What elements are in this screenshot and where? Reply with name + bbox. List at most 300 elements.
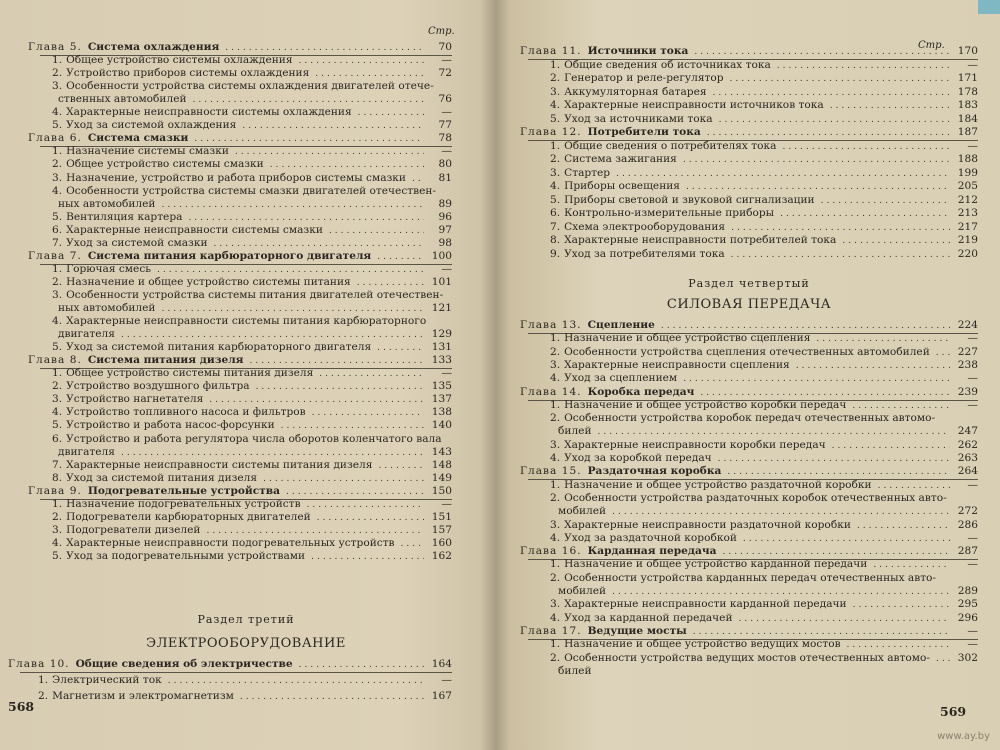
toc-entry-line xyxy=(58,445,452,459)
toc-entry-line xyxy=(58,301,452,315)
entry-page-number: 167 xyxy=(431,690,452,702)
toc-entry-line xyxy=(52,210,452,224)
dot-leader xyxy=(311,552,424,563)
entry-number: 2. xyxy=(52,380,63,393)
chapter-heading xyxy=(28,353,244,367)
entry-number: 2. xyxy=(550,491,561,504)
entry-page-number: 272 xyxy=(957,505,978,518)
chapter-title: Система питания карбюраторного двигателя xyxy=(87,249,372,262)
entry-text xyxy=(550,58,771,72)
entry-page-number: 100 xyxy=(431,249,452,262)
dot-leader xyxy=(240,692,424,703)
entry-continuation: двигателя xyxy=(58,328,115,341)
entry-page-number: 295 xyxy=(957,598,978,611)
entry-title: Устройство и работа регулятора числа оборотов коленчатого вала xyxy=(66,432,442,445)
entry-title: Особенности устройства карданных передач отечественных авто- xyxy=(564,571,937,584)
dot-leader xyxy=(707,128,950,139)
entry-continuation: ных автомобилей xyxy=(58,197,156,210)
entry-text xyxy=(550,531,737,545)
dot-leader xyxy=(821,196,950,207)
chapter-title: Система питания дизеля xyxy=(87,354,244,367)
chapter-label: Глава 9. xyxy=(28,484,82,497)
entry-text xyxy=(550,331,810,345)
toc-chapter-line xyxy=(28,249,452,263)
entry-text xyxy=(38,673,162,687)
entry-title: Характерные неисправности потребителей тока xyxy=(564,234,837,246)
entry-page-number: 264 xyxy=(957,465,978,478)
entry-text xyxy=(52,53,293,67)
entry-number: 4. xyxy=(52,406,63,419)
toc-entry-line xyxy=(550,233,978,247)
entry-continuation: мобилей xyxy=(558,585,607,597)
toc-entry-line xyxy=(52,79,452,93)
entry-number: 6. xyxy=(52,223,63,236)
toc-entry-line xyxy=(52,66,452,80)
entry-title: Уход за системой питания дизеля xyxy=(66,471,258,484)
entry-continuation: ственных автомобилей xyxy=(58,93,187,106)
chapter-label: Глава 15. xyxy=(520,465,582,478)
entry-number: 3. xyxy=(52,80,63,93)
toc-entry-line xyxy=(52,53,452,67)
entry-title: Приборы освещения xyxy=(564,180,680,192)
entry-title: Назначение подогревательных устройств xyxy=(66,497,301,510)
chapter-title: Источники тока xyxy=(587,45,689,57)
entry-page-number: 150 xyxy=(431,484,452,497)
toc-chapter-line xyxy=(520,464,978,478)
toc-entry-line xyxy=(558,504,978,518)
toc-chapter-line xyxy=(28,353,452,367)
entry-number: 4. xyxy=(550,611,561,624)
entry-title: Общее устройство системы охлаждения xyxy=(66,54,293,67)
entry-text xyxy=(550,71,724,85)
chapter-heading xyxy=(520,318,655,332)
entry-text xyxy=(550,518,851,532)
entry-number: 5. xyxy=(52,210,63,223)
entry-page-number: 220 xyxy=(957,247,978,260)
entry-page-number: 262 xyxy=(957,438,978,451)
entry-title: Магнетизм и электромагнетизм xyxy=(52,690,234,702)
entry-number: 2. xyxy=(550,571,561,584)
entry-text xyxy=(550,398,846,412)
chapter-title: Подогревательные устройства xyxy=(87,484,281,497)
entry-number: 6. xyxy=(52,432,63,445)
entry-page-number: 96 xyxy=(438,210,452,223)
entry-page-number: 227 xyxy=(957,345,978,358)
toc-chapter-line xyxy=(520,125,978,139)
entry-page-number: 184 xyxy=(957,112,978,125)
entry-page-number: 205 xyxy=(957,180,978,192)
entry-page-number: 187 xyxy=(957,126,978,138)
entry-title: Электрический ток xyxy=(52,674,162,686)
entry-text xyxy=(550,438,826,452)
entry-text xyxy=(52,210,182,224)
entry-title: Уход за потребителями тока xyxy=(564,247,725,260)
toc-chapter-line xyxy=(28,484,452,498)
entry-text xyxy=(52,275,351,289)
toc-entry-line xyxy=(558,584,978,598)
section-header: Раздел четвертый xyxy=(688,277,810,290)
toc-entry-line xyxy=(550,179,978,193)
entry-title: Назначение и общее устройство карданной передачи xyxy=(564,558,868,571)
entry-title: Особенности устройства системы смазки двигателей отечествен- xyxy=(66,184,436,197)
entry-page-number: 72 xyxy=(438,67,452,80)
entry-title: Устройство приборов системы охлаждения xyxy=(66,67,310,80)
entry-number: 2. xyxy=(52,275,63,288)
entry-title: Система зажигания xyxy=(564,153,677,165)
entry-number: 2. xyxy=(550,153,561,165)
entry-text xyxy=(52,549,305,563)
toc-entry-line xyxy=(52,262,452,276)
chapter-heading xyxy=(520,44,688,58)
entry-number: 2. xyxy=(52,158,63,171)
entry-text xyxy=(550,166,610,180)
entry-page-number: 70 xyxy=(438,41,452,53)
dot-leader xyxy=(694,47,950,58)
chapter-label: Глава 16. xyxy=(520,545,582,558)
entry-page-number: — xyxy=(441,106,452,119)
entry-number: 1. xyxy=(550,478,561,491)
entry-title: Уход за системой смазки xyxy=(66,236,208,249)
entry-page-number: — xyxy=(967,372,978,385)
entry-number: 3. xyxy=(550,166,561,179)
toc-entry-line xyxy=(52,471,452,485)
dot-leader xyxy=(782,142,950,153)
entry-text xyxy=(550,139,776,153)
entry-title: Особенности устройства сцепления отечественных автомобилей xyxy=(564,345,930,358)
entry-number: 2. xyxy=(550,651,561,664)
entry-text xyxy=(550,179,680,193)
toc-entry-line xyxy=(52,288,452,302)
toc-chapter-line xyxy=(520,544,978,558)
toc-entry-line xyxy=(52,523,452,537)
toc-entry-line xyxy=(52,144,452,158)
dot-leader xyxy=(686,182,950,193)
entry-page-number: 162 xyxy=(431,549,452,562)
entry-title: Характерные неисправности источников тока xyxy=(564,99,824,111)
entry-text xyxy=(52,432,442,446)
toc-entry-line xyxy=(52,392,452,406)
entry-title: Назначение и общее устройство коробки передач xyxy=(564,398,847,411)
chapter-title: Общие сведения об электричестве xyxy=(75,658,293,670)
page-number: 568 xyxy=(8,699,35,714)
entry-page-number: — xyxy=(967,139,978,152)
entry-page-number: 135 xyxy=(431,380,452,393)
toc-entry-line xyxy=(52,549,452,563)
entry-number: 1. xyxy=(550,398,561,411)
entry-number: 1. xyxy=(550,58,561,71)
toc-entry-line xyxy=(550,152,978,166)
toc-entry-line xyxy=(550,411,978,425)
entry-number: 3. xyxy=(52,393,63,406)
toc-entry-line xyxy=(52,157,452,171)
entry-page-number: 101 xyxy=(431,275,452,288)
entry-page-number: 77 xyxy=(438,119,452,132)
entry-title: Общее устройство системы смазки xyxy=(66,158,264,171)
chapter-heading xyxy=(28,484,280,498)
toc-entry-line xyxy=(52,510,452,524)
toc-entry-line xyxy=(58,327,452,341)
entry-title: Устройство нагнетателя xyxy=(66,393,204,406)
chapter-label: Глава 13. xyxy=(520,319,582,331)
toc-entry-line xyxy=(550,651,978,665)
entry-page-number: 121 xyxy=(431,302,452,314)
entry-title: Особенности устройства системы охлаждения двигателей отече- xyxy=(66,80,434,93)
entry-number: 3. xyxy=(52,288,63,301)
toc-entry-line xyxy=(52,432,452,446)
entry-title: Особенности устройства коробок передач отечественных автомо- xyxy=(564,412,936,425)
entry-text xyxy=(52,157,264,171)
entry-page-number: 160 xyxy=(431,536,452,549)
entry-number: 7. xyxy=(550,220,561,233)
chapter-label: Глава 8. xyxy=(28,354,82,367)
toc-entry-line xyxy=(52,118,452,132)
toc-entry-line xyxy=(52,184,452,198)
entry-title: Подогреватели карбюраторных двигателей xyxy=(66,510,311,523)
entry-page-number: 213 xyxy=(957,207,978,219)
toc-entry-line xyxy=(550,637,978,651)
entry-page-number: 296 xyxy=(957,611,978,624)
entry-number: 3. xyxy=(52,171,63,184)
entry-text xyxy=(52,171,406,185)
entry-title: Общие сведения о потребителях тока xyxy=(564,139,777,152)
watermark: www.ay.by xyxy=(937,731,990,742)
entry-title: Особенности устройства раздаточных коробок отечественных авто- xyxy=(564,491,947,504)
entry-text xyxy=(550,571,936,585)
entry-page-number: 219 xyxy=(957,234,978,246)
entry-title: Уход за источниками тока xyxy=(564,112,713,125)
entry-number: 2. xyxy=(38,690,49,702)
entry-number: 5. xyxy=(550,193,561,206)
dot-leader xyxy=(683,155,950,166)
entry-continuation: билей xyxy=(558,425,592,438)
entry-continuation: двигателя xyxy=(58,445,115,458)
toc-entry-line xyxy=(52,314,452,328)
entry-text xyxy=(550,637,841,651)
entry-number: 3. xyxy=(550,438,561,451)
toc-entry-line xyxy=(52,275,452,289)
toc-entry-line xyxy=(558,664,978,678)
entry-number: 4. xyxy=(550,180,561,192)
entry-page-number: 199 xyxy=(957,166,978,179)
entry-title: Уход за коробкой передач xyxy=(564,452,712,464)
entry-page-number: 263 xyxy=(957,452,978,464)
entry-page-number: 224 xyxy=(957,319,978,331)
entry-number: 4. xyxy=(52,184,63,197)
chapter-heading xyxy=(28,40,219,54)
dot-leader xyxy=(731,250,950,261)
entry-text xyxy=(550,220,725,234)
chapter-heading xyxy=(520,544,716,558)
entry-page-number: — xyxy=(967,58,978,71)
entry-number: 1. xyxy=(52,497,63,510)
entry-page-number: 149 xyxy=(431,471,452,484)
chapter-heading xyxy=(520,624,687,638)
entry-text xyxy=(52,379,250,393)
entry-text xyxy=(52,523,201,537)
chapter-label: Глава 7. xyxy=(28,249,82,262)
entry-page-number: 171 xyxy=(957,72,978,84)
entry-page-number: 239 xyxy=(957,385,978,398)
toc-entry-line xyxy=(550,139,978,153)
entry-title: Схема электрооборудования xyxy=(564,220,726,233)
dot-leader xyxy=(830,101,950,112)
toc-chapter-line xyxy=(520,624,978,638)
entry-page-number: 129 xyxy=(431,328,452,341)
entry-number: 1. xyxy=(550,139,561,152)
entry-text xyxy=(52,223,323,237)
chapter-label: Глава 12. xyxy=(520,126,582,138)
entry-number: 2. xyxy=(550,412,561,425)
toc-entry-line xyxy=(550,206,978,220)
entry-page-number: — xyxy=(967,531,978,544)
entry-page-number: 131 xyxy=(431,341,452,354)
toc-entry-line xyxy=(52,405,452,419)
entry-text xyxy=(550,193,815,207)
dot-leader xyxy=(780,209,950,220)
entry-title: Уход за системой охлаждения xyxy=(66,119,237,132)
entry-title: Назначение и общее устройство сцепления xyxy=(564,332,811,345)
toc-chapter-line xyxy=(520,318,978,332)
toc-entry-line xyxy=(558,424,978,438)
entry-number: 1. xyxy=(550,332,561,345)
entry-number: 5. xyxy=(550,112,561,125)
entry-text xyxy=(52,79,434,93)
entry-number: 5. xyxy=(52,549,63,562)
toc-entry-line xyxy=(550,345,978,359)
entry-page-number: — xyxy=(441,145,452,158)
entry-text xyxy=(52,66,309,80)
chapter-heading xyxy=(520,464,721,478)
right-page xyxy=(508,0,1000,750)
entry-number: 3. xyxy=(550,85,561,98)
entry-text xyxy=(52,510,311,524)
toc-entry-line xyxy=(52,171,452,185)
toc-entry-line xyxy=(38,689,452,703)
entry-page-number: 302 xyxy=(957,651,978,664)
entry-text xyxy=(550,611,733,625)
dot-leader xyxy=(168,676,424,687)
entry-continuation: билей xyxy=(558,664,592,677)
chapter-title: Система смазки xyxy=(87,132,189,145)
entry-number: 1. xyxy=(52,367,63,380)
entry-text xyxy=(52,340,371,354)
entry-text xyxy=(52,288,443,302)
toc-entry-line xyxy=(550,571,978,585)
entry-number: 6. xyxy=(550,207,561,219)
left-page xyxy=(0,0,492,750)
chapter-title: Карданная передача xyxy=(587,545,717,558)
toc-entry-line xyxy=(550,85,978,99)
entry-page-number: 238 xyxy=(957,358,978,371)
entry-text xyxy=(550,411,935,425)
entry-page-number: — xyxy=(441,262,452,275)
entry-page-number: 78 xyxy=(438,132,452,145)
toc-entry-line xyxy=(58,197,452,211)
entry-number: 3. xyxy=(550,358,561,371)
entry-title: Характерные неисправности раздаточной коробки xyxy=(564,518,851,531)
entry-number: 4. xyxy=(52,536,63,549)
toc-entry-line xyxy=(550,220,978,234)
dot-leader xyxy=(299,660,424,671)
toc-entry-line xyxy=(550,451,978,465)
entry-page-number: 143 xyxy=(431,445,452,458)
dot-leader xyxy=(731,223,950,234)
entry-text xyxy=(550,345,930,359)
entry-title: Характерные неисправности подогревательных устройств xyxy=(66,536,395,549)
entry-number: 4. xyxy=(550,99,561,111)
entry-title: Устройство топливного насоса и фильтров xyxy=(66,406,306,419)
entry-page-number: 286 xyxy=(957,518,978,531)
toc-entry-line xyxy=(52,236,452,250)
toc-entry-line xyxy=(550,531,978,545)
entry-page-number: 76 xyxy=(438,93,452,106)
entry-title: Уход за системой питания карбюраторного двигателя xyxy=(66,341,372,354)
toc-entry-line xyxy=(52,418,452,432)
entry-title: Генератор и реле-регулятор xyxy=(564,72,724,84)
entry-text xyxy=(550,451,712,465)
toc-entry-line xyxy=(550,611,978,625)
entry-text xyxy=(52,497,301,511)
entry-title: Устройство воздушного фильтра xyxy=(66,380,250,393)
entry-title: Горючая смесь xyxy=(66,262,152,275)
entry-text xyxy=(52,366,313,380)
dot-leader xyxy=(777,61,950,72)
entry-page-number: 289 xyxy=(957,585,978,597)
entry-number: 3. xyxy=(550,598,561,611)
entry-text xyxy=(550,112,713,126)
entry-number: 5. xyxy=(52,341,63,354)
entry-number: 5. xyxy=(52,119,63,132)
entry-page-number: 217 xyxy=(957,220,978,233)
entry-page-number: 178 xyxy=(957,85,978,98)
section-title: СИЛОВАЯ ПЕРЕДАЧА xyxy=(666,297,832,312)
toc-entry-line xyxy=(550,491,978,505)
entry-page-number: 212 xyxy=(957,193,978,206)
entry-text xyxy=(550,152,677,166)
entry-number: 5. xyxy=(52,419,63,432)
toc-entry-line xyxy=(550,112,978,126)
entry-text xyxy=(550,247,725,261)
toc-entry-line xyxy=(52,340,452,354)
entry-page-number: — xyxy=(967,638,978,651)
entry-number: 8. xyxy=(52,471,63,484)
toc-chapter-line xyxy=(520,44,978,58)
entry-text xyxy=(52,314,426,328)
entry-number: 7. xyxy=(52,236,63,249)
entry-title: Приборы световой и звуковой сигнализации xyxy=(564,193,815,206)
entry-title: Аккумуляторная батарея xyxy=(564,85,707,98)
entry-page-number: — xyxy=(967,624,978,637)
entry-title: Назначение, устройство и работа приборов системы смазки xyxy=(66,171,406,184)
entry-page-number: 157 xyxy=(431,523,452,536)
chapter-heading xyxy=(28,249,371,263)
entry-title: Особенности устройства системы питания двигателей отечествен- xyxy=(66,288,444,301)
chapter-heading xyxy=(520,385,694,399)
entry-number: 4. xyxy=(550,531,561,544)
entry-title: Общее устройство системы питания дизеля xyxy=(66,367,314,380)
toc-entry-line xyxy=(550,71,978,85)
toc-entry-line xyxy=(52,458,452,472)
entry-page-number: — xyxy=(967,398,978,411)
dot-leader xyxy=(713,88,950,99)
entry-text xyxy=(550,371,677,385)
entry-title: Устройство и работа насос-форсунки xyxy=(66,419,275,432)
entry-text xyxy=(550,478,872,492)
entry-text xyxy=(52,536,395,550)
entry-page-number: 137 xyxy=(431,393,452,406)
chapter-title: Ведущие мосты xyxy=(587,624,687,637)
entry-title: Характерные неисправности системы смазки xyxy=(66,223,323,236)
